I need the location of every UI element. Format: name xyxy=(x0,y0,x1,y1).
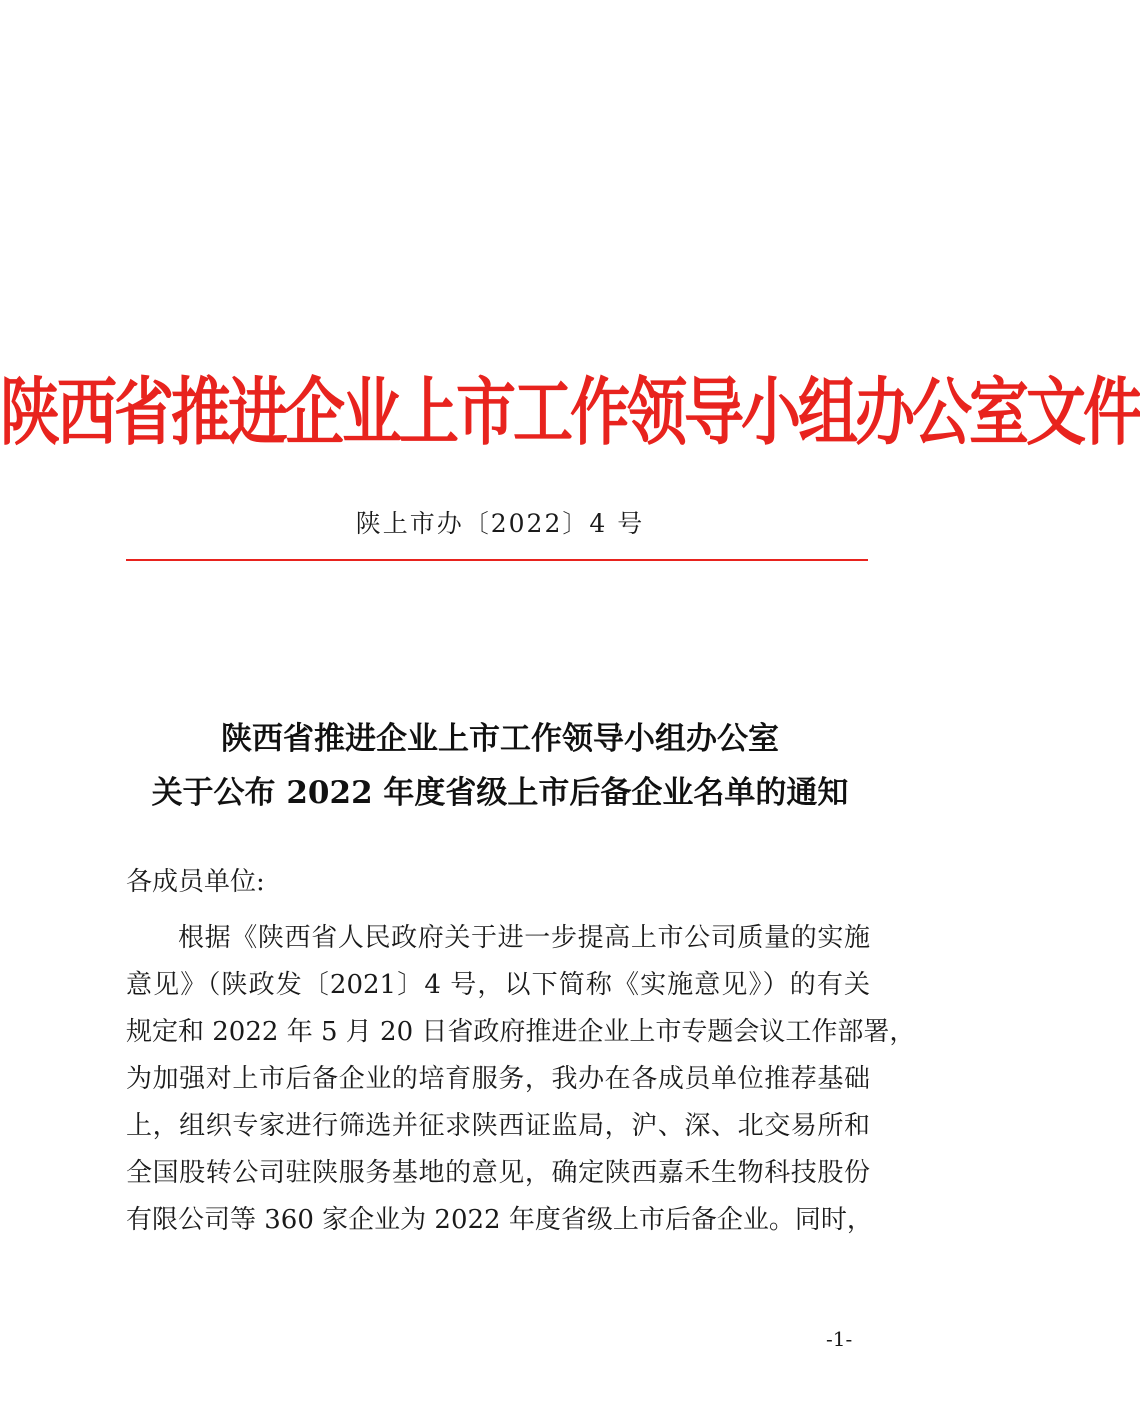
body-text-line: 全国股转公司驻陕服务基地的意见，确定陕西嘉禾生物科技股份 xyxy=(126,1158,870,1188)
notice-title-line-2: 关于公布 2022 年度省级上市后备企业名单的通知 xyxy=(151,775,849,811)
salutation: 各成员单位: xyxy=(126,867,265,897)
red-masthead-title: 陕西省推进企业上市工作领导小组办公室文件 xyxy=(0,370,1140,456)
notice-title-line-1: 陕西省推进企业上市工作领导小组办公室 xyxy=(221,721,779,757)
document-number: 陕上市办〔2022〕4 号 xyxy=(355,509,645,538)
body-text-line: 有限公司等 360 家企业为 2022 年度省级上市后备企业。同时， xyxy=(126,1205,873,1235)
body-text-line: 根据《陕西省人民政府关于进一步提高上市公司质量的实施 xyxy=(178,923,870,953)
body-text-line: 上，组织专家进行筛选并征求陕西证监局，沪、深、北交易所和 xyxy=(126,1111,870,1141)
red-separator-line xyxy=(126,559,868,561)
body-text-line: 为加强对上市后备企业的培育服务，我办在各成员单位推荐基础 xyxy=(126,1064,870,1094)
body-text-line: 规定和 2022 年 5 月 20 日省政府推进企业上市专题会议工作部署， xyxy=(126,1017,916,1047)
page-number: -1- xyxy=(826,1327,853,1351)
body-text-line: 意见》（陕政发〔2021〕4 号，以下简称《实施意见》）的有关 xyxy=(126,970,870,1000)
